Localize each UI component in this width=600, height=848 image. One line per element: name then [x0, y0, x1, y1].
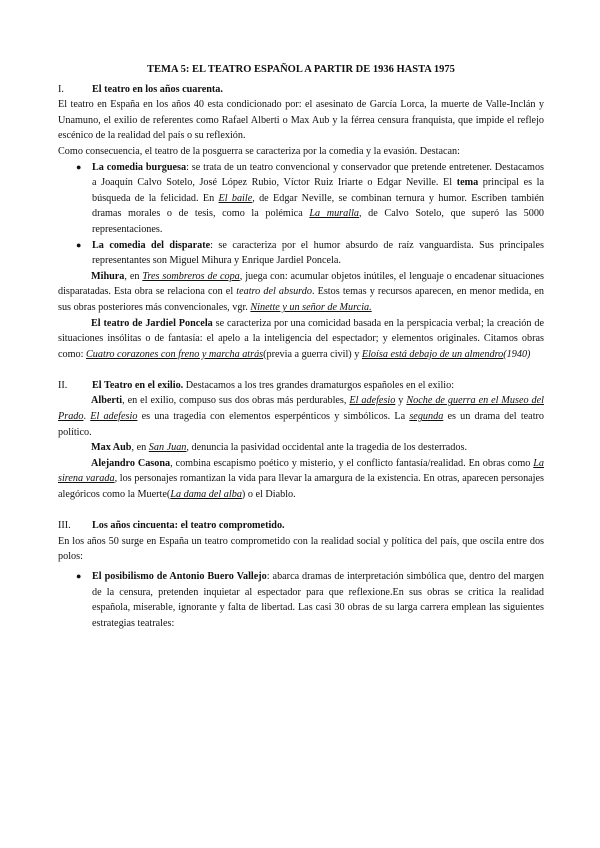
- text: , de Calvo Sotelo, que superó las 5000 representaciones.: [92, 208, 545, 235]
- section-1-heading: [58, 82, 544, 98]
- spacer: [58, 503, 544, 519]
- paragraph: El teatro en España en los años 40 esta condicionado por: el asesinato de García Lorca, la muerte de Valle-Inclán y Unamuno, el exilio de referentes como Rafael Alberti o Max Aub y la férrea censura franquista, que impide el reflejo escénico de la realidad del país o su reflexión.: [58, 99, 544, 142]
- text: , los personajes romantizan la vida para llevar la amargura de la existencia. En otras, aparecen personajes alegóricos como la Muerte(: [58, 473, 544, 501]
- text: : se trata de un teatro convencional y conservador que pretende entretener. Destacamos a Joaquín Calvo Sotelo, José López Rubio, Víctor Ruiz Iriarte o Edgar Neville. El: [92, 161, 544, 189]
- section-number: III.: [58, 520, 71, 532]
- text: : abarca dramas de interpretación simbólica que, dentro del margen de la censura, pretenden inquietar al espectador para que reflexione.En sus obras se critica la realidad española, miserable, ignorante y falta de libertad. Las casi 30 obras de su larga carrera emplean las siguientes estrategias teatrales:: [92, 571, 544, 629]
- section-title: El Teatro en el exilio.: [92, 379, 184, 391]
- term: tema: [456, 177, 479, 189]
- list-item: [58, 160, 544, 238]
- work-title: Eloísa está debajo de un almendro: [361, 348, 504, 360]
- work-title: La dama del alba: [170, 489, 242, 501]
- document-title: TEMA 5: EL TEATRO ESPAÑOL A PARTIR DE 1936 HASTA 1975: [147, 64, 455, 75]
- bullet-list: [58, 160, 544, 269]
- work-title: Tres sombreros de copa: [142, 270, 240, 282]
- bullet-icon: ●: [76, 571, 82, 581]
- text: ) o el Diablo.: [241, 489, 296, 501]
- text: .: [83, 411, 91, 423]
- spacer: [58, 362, 544, 378]
- paragraph: [58, 440, 544, 456]
- text: , en: [131, 442, 149, 454]
- text: y: [395, 395, 407, 407]
- paragraph: Como consecuencia, el teatro de la posguerra se caracteriza por la comedia y la evasión. Destacan:: [58, 145, 460, 157]
- section-3-heading: [58, 518, 544, 534]
- bullet-icon: ●: [76, 239, 82, 250]
- term: La comedia del disparate: [92, 239, 211, 251]
- term: El posibilismo de Antonio Buero Vallejo: [92, 571, 267, 582]
- work-title: El adefesio: [90, 411, 138, 423]
- document-page: [58, 62, 544, 631]
- work-title: teatro del absurdo: [236, 286, 312, 298]
- section-title: El teatro en los años cuarenta.: [92, 83, 223, 95]
- work-title: Ninette y un señor de Murcia.: [250, 301, 372, 313]
- work-title: San Juan: [148, 442, 187, 454]
- term: El teatro de Jardiel Poncela: [91, 317, 213, 329]
- text: , combina escapismo poético y misterio, y el conflicto fantasía/realidad. En obras como: [170, 457, 534, 469]
- paragraph: [58, 316, 544, 363]
- text: Destacamos a los tres grandes dramaturgos españoles en el exilio:: [183, 379, 455, 391]
- text: . Estos temas y recursos aparecen, en menor medida, en sus obras posteriores más convencionales, vgr.: [58, 286, 545, 313]
- list-item: [58, 569, 544, 631]
- paragraph: [58, 269, 544, 316]
- bullet-list: [58, 569, 544, 631]
- work-title: La muralla: [309, 208, 359, 220]
- text: es una tragedia con elementos esperpénticos y simbólicos. La: [137, 411, 410, 423]
- work-title: segunda: [409, 411, 444, 423]
- term: La comedia burguesa: [92, 161, 187, 173]
- paragraph: En los años 50 surge en España un teatro comprometido con la realidad social y política del país, que oscila entre dos polos:: [58, 535, 544, 563]
- text: , juega con: acumular objetos inútiles, el lenguaje o encadenar situaciones disparatadas. Esta obra se relaciona con el: [58, 270, 544, 298]
- section-number: I.: [58, 83, 64, 95]
- text: se caracteriza por una comicidad basada en la perspicacia verbal; la creación de situaciones insólitas o de fantasía: el apelo a la inteligencia del espectador; y elementos originales. Citamos obras como:: [58, 317, 544, 360]
- text: , denuncia la pasividad occidental ante la tragedia de los desterrados.: [186, 442, 467, 454]
- paragraph: [58, 393, 544, 440]
- work-title: La sirena varada: [58, 457, 545, 485]
- text: principal es la búsqueda de la felicidad. En: [92, 177, 544, 204]
- section-2-heading: [58, 378, 544, 394]
- text: , en el exilio, compuso sus dos obras más perdurables,: [122, 395, 350, 407]
- section-title: Los años cincuenta: el teatro comprometido.: [92, 520, 285, 532]
- text: , de Edgar Neville, se combinan ternura y humor. Escriben también dramas morales o de tesis, como la polémica: [92, 192, 544, 220]
- list-item: [58, 238, 544, 269]
- text: (1940): [503, 348, 531, 360]
- text: : se caracteriza por el humor absurdo de raíz vanguardista. Sus principales representantes son Miguel Mihura y Enrique Jardiel Poncela.: [92, 239, 544, 267]
- text: (previa a guerra civil) y: [263, 348, 362, 360]
- work-title: El adefesio: [349, 395, 396, 407]
- bullet-icon: ●: [76, 161, 82, 172]
- section-number: II.: [58, 379, 68, 391]
- author-name: Alejandro Casona: [91, 457, 171, 469]
- paragraph: [58, 456, 544, 503]
- text: es un drama del teatro político.: [58, 411, 545, 438]
- author-name: Alberti: [91, 395, 123, 407]
- work-title: Cuatro corazones con freno y marcha atrás: [86, 348, 264, 360]
- author-name: Mihura: [91, 270, 125, 282]
- author-name: Max Aub: [91, 442, 132, 454]
- text: , en: [124, 270, 143, 282]
- work-title: El baile: [218, 192, 253, 204]
- work-title: Noche de guerra en el Museo del Prado: [58, 395, 544, 423]
